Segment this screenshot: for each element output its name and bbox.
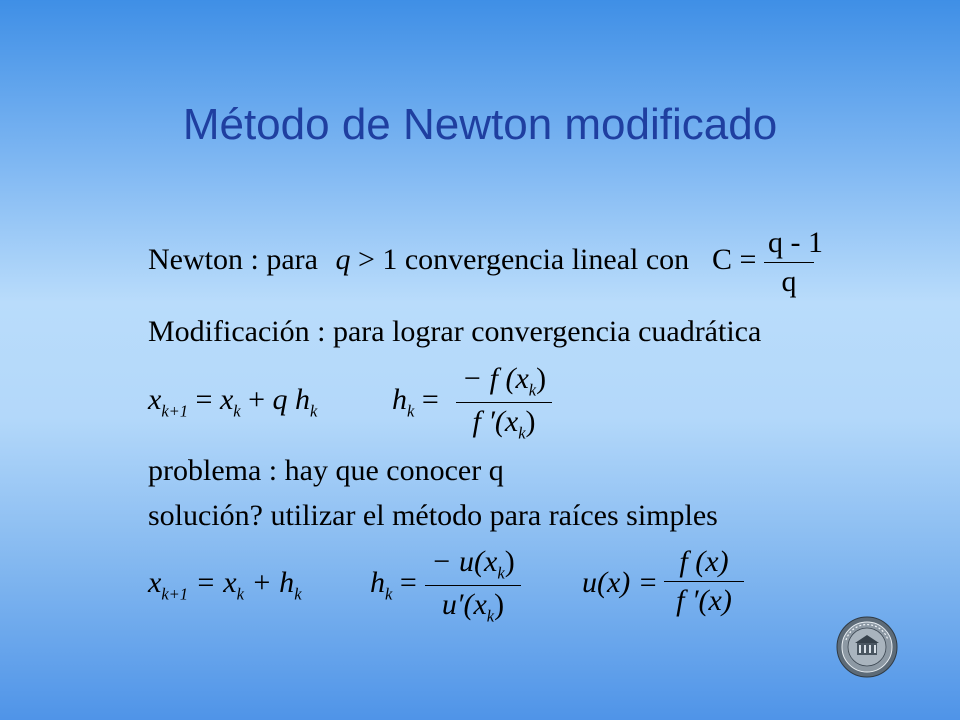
subscript-k: k [385, 584, 393, 604]
problem-line: problema : hay que conocer q [148, 454, 504, 487]
hk-fraction-2 [425, 545, 521, 627]
xk-var: = x [188, 566, 237, 599]
q-var: q [272, 383, 288, 416]
subscript-k1: k+1 [161, 584, 189, 604]
subscript-k: k [528, 380, 537, 400]
linear-convergence-text: convergencia lineal con [404, 243, 690, 276]
paren: ) [494, 588, 505, 622]
gt-one: > 1 [350, 243, 398, 276]
u-lhs: u(x) = [582, 566, 659, 599]
subscript-k: k [310, 401, 318, 421]
paren: ) [504, 545, 515, 578]
modification-line: Modificación : para lograr convergencia cuadrática [148, 315, 762, 348]
denominator: u′(x [441, 588, 487, 622]
paren: ) [525, 405, 536, 439]
plus: + [240, 383, 273, 416]
equals: = [399, 566, 417, 599]
paren: ) [536, 362, 547, 395]
subscript-k: k [486, 606, 495, 626]
subscript-k: k [294, 584, 302, 604]
equals: = [421, 383, 439, 416]
subscript-k: k [518, 423, 526, 443]
hk-lhs-2 [370, 566, 417, 604]
solution-line: solución? utilizar el método para raíces simples [148, 499, 718, 532]
u-numerator: f (x) [679, 545, 729, 578]
fraction-bar [456, 402, 552, 403]
numerator: − f (x [461, 362, 529, 395]
equals: = [188, 383, 220, 416]
u-fraction [664, 545, 744, 618]
subscript-k: k [236, 584, 244, 604]
h-var: h [370, 566, 385, 599]
newton-label: Newton : para [148, 243, 318, 276]
fraction-bar [764, 262, 814, 263]
u-denominator: f ′(x) [676, 584, 732, 617]
numerator: − u(x [431, 545, 498, 578]
c-numerator: q - 1 [768, 226, 823, 259]
h-var: h [392, 383, 407, 416]
hk-fraction [456, 362, 552, 444]
subscript-k: k [233, 401, 241, 421]
update-equation-simple [148, 566, 302, 604]
subscript-k: k [497, 563, 505, 583]
c-fraction [764, 226, 823, 299]
x-var: x [148, 566, 162, 599]
newton-convergence-line [148, 243, 689, 277]
q-variable: q [335, 243, 351, 276]
denominator: f ′(x [472, 405, 519, 439]
hk-lhs [392, 383, 439, 421]
fraction-bar [425, 585, 521, 586]
subscript-k: k [407, 401, 415, 421]
subscript-k1: k+1 [161, 401, 189, 421]
c-denominator: q [781, 265, 797, 298]
x-var: x [148, 383, 162, 416]
xk-var: x [219, 383, 234, 416]
plus-h: + h [243, 566, 295, 599]
h-var: h [295, 383, 311, 416]
c-lhs: C = [712, 243, 757, 276]
university-seal-logo [836, 616, 898, 678]
update-equation-q [148, 383, 317, 421]
fraction-bar [664, 581, 744, 582]
slide-title: Método de Newton modificado [182, 100, 778, 149]
